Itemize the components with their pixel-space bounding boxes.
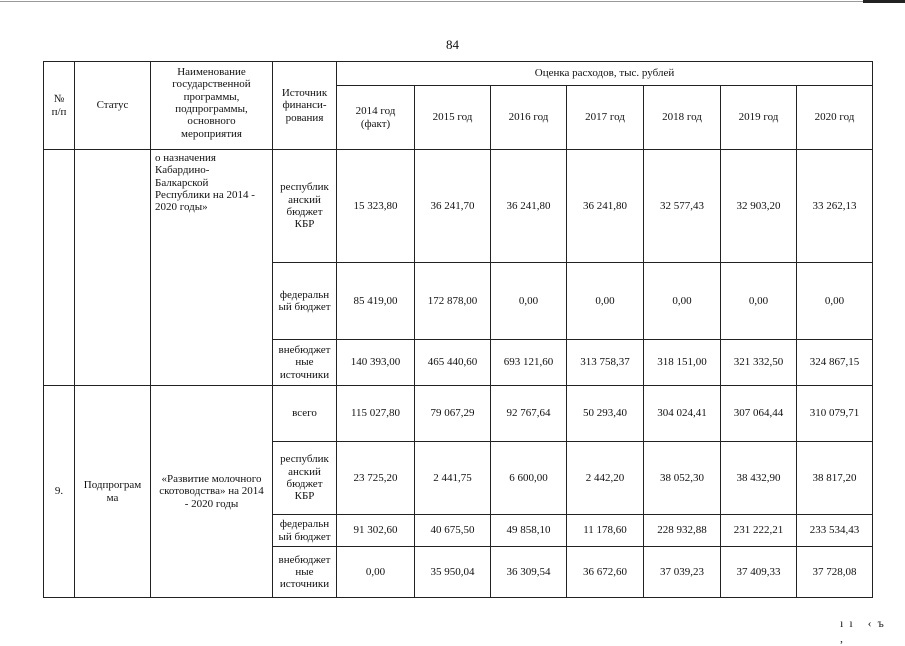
value-cell: 0,00 [491,263,567,340]
value-cell: 307 064,44 [721,386,797,442]
top-rule [0,1,905,2]
value-cell: 304 024,41 [644,386,721,442]
value-cell: 310 079,71 [797,386,873,442]
value-cell: 49 858,10 [491,515,567,547]
value-cell: 465 440,60 [415,340,491,386]
funding-source-cell: внебюджет ные источники [273,340,337,386]
expenditure-table [43,61,873,598]
value-cell: 36 241,80 [567,150,644,263]
value-cell: 38 052,30 [644,442,721,515]
header-year-3: 2017 год [567,86,644,150]
header-year-2: 2016 год [491,86,567,150]
header-source: Источник финанси- рования [273,62,337,150]
value-cell: 318 151,00 [644,340,721,386]
status-cell [75,150,151,386]
header-year-6: 2020 год [797,86,873,150]
table-row [44,150,873,263]
value-cell: 37 409,33 [721,547,797,598]
table-row [44,386,873,442]
footer-marks: ıı ‹ъ , [840,616,890,645]
value-cell: 2 441,75 [415,442,491,515]
value-cell: 85 419,00 [337,263,415,340]
value-cell: 228 932,88 [644,515,721,547]
value-cell: 0,00 [721,263,797,340]
value-cell: 6 600,00 [491,442,567,515]
value-cell: 324 867,15 [797,340,873,386]
funding-source-cell: всего [273,386,337,442]
value-cell: 140 393,00 [337,340,415,386]
funding-source-cell: внебюджет ные источники [273,547,337,598]
value-cell: 233 534,43 [797,515,873,547]
value-cell: 32 903,20 [721,150,797,263]
header-num: № п/п [44,62,75,150]
value-cell: 38 817,20 [797,442,873,515]
value-cell: 2 442,20 [567,442,644,515]
program-name-cell: о назначения Кабардино- Балкарской Республики на 2014 - 2020 годы» [151,150,273,386]
value-cell: 23 725,20 [337,442,415,515]
value-cell: 36 241,80 [491,150,567,263]
header-status: Статус [75,62,151,150]
value-cell: 0,00 [567,263,644,340]
top-corner-mark [863,0,905,3]
header-year-0: 2014 год (факт) [337,86,415,150]
value-cell: 91 302,60 [337,515,415,547]
value-cell: 50 293,40 [567,386,644,442]
value-cell: 37 728,08 [797,547,873,598]
program-name-cell: «Развитие молочного скотоводства» на 2014 - 2020 годы [151,386,273,598]
value-cell: 40 675,50 [415,515,491,547]
value-cell: 35 950,04 [415,547,491,598]
funding-source-cell: республик анский бюджет КБР [273,442,337,515]
page-number: 84 [446,37,459,52]
value-cell: 38 432,90 [721,442,797,515]
funding-source-cell: республик анский бюджет КБР [273,150,337,263]
value-cell: 32 577,43 [644,150,721,263]
value-cell: 33 262,13 [797,150,873,263]
value-cell: 79 067,29 [415,386,491,442]
value-cell: 693 121,60 [491,340,567,386]
value-cell: 0,00 [797,263,873,340]
value-cell: 92 767,64 [491,386,567,442]
value-cell: 231 222,21 [721,515,797,547]
funding-source-cell: федеральн ый бюджет [273,515,337,547]
value-cell: 0,00 [337,547,415,598]
funding-source-cell: федеральн ый бюджет [273,263,337,340]
header-year-1: 2015 год [415,86,491,150]
row-num-cell [44,150,75,386]
value-cell: 36 672,60 [567,547,644,598]
value-cell: 115 027,80 [337,386,415,442]
value-cell: 172 878,00 [415,263,491,340]
value-cell: 321 332,50 [721,340,797,386]
row-num-cell: 9. [44,386,75,598]
value-cell: 313 758,37 [567,340,644,386]
header-estimate-title: Оценка расходов, тыс. рублей [337,62,873,86]
value-cell: 37 039,23 [644,547,721,598]
header-year-5: 2019 год [721,86,797,150]
header-name: Наименование государственной программы, подпрограммы, основного мероприятия [151,62,273,150]
status-cell: Подпрограм ма [75,386,151,598]
value-cell: 36 309,54 [491,547,567,598]
value-cell: 0,00 [644,263,721,340]
value-cell: 11 178,60 [567,515,644,547]
value-cell: 36 241,70 [415,150,491,263]
header-year-4: 2018 год [644,86,721,150]
value-cell: 15 323,80 [337,150,415,263]
